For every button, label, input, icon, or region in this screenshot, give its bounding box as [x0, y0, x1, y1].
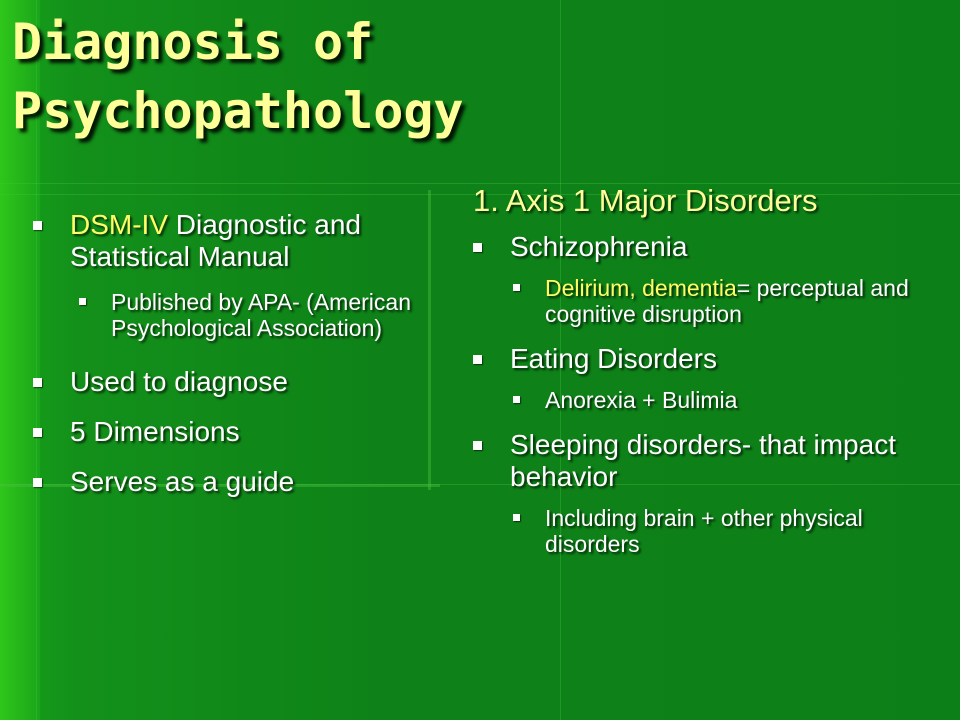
- left-column: [33, 209, 413, 498]
- bullet-icon: [33, 378, 42, 387]
- title-line-1: Diagnosis of: [12, 13, 374, 71]
- anorexia-text: Anorexia + Bulimia: [545, 387, 738, 413]
- eating-text: Eating Disorders: [510, 343, 717, 374]
- list-item-guide: [33, 466, 413, 498]
- title-line-2: Psychopathology: [12, 82, 464, 140]
- bullet-icon: [513, 396, 520, 403]
- dsm-highlight: DSM-IV: [70, 209, 168, 240]
- published-text: Published by APA- (American Psychological Association): [111, 289, 411, 341]
- sleeping-text: Sleeping disorders- that impact behavior: [510, 429, 896, 492]
- list-subitem-delirium: [513, 275, 913, 327]
- delirium-text: = perceptual and cognitive disruption: [545, 275, 909, 327]
- list-item-eating: [473, 343, 913, 375]
- bullet-icon: [33, 478, 42, 487]
- delirium-highlight: Delirium, dementia: [545, 275, 737, 301]
- slide-title: [12, 8, 464, 146]
- list-subitem-published: [79, 289, 413, 341]
- list-item-used: [33, 366, 413, 398]
- including-text: Including brain + other physical disorders: [545, 505, 863, 557]
- list-item-dimensions: [33, 416, 413, 448]
- bullet-icon: [513, 514, 520, 521]
- guide-text: Serves as a guide: [70, 466, 295, 497]
- schizophrenia-text: Schizophrenia: [510, 231, 688, 262]
- dimensions-text: 5 Dimensions: [70, 416, 240, 447]
- list-subitem-including: [513, 505, 913, 557]
- right-column: [473, 183, 913, 557]
- list-subitem-anorexia: [513, 387, 913, 413]
- list-item-dsm: [33, 209, 413, 273]
- decorative-line: [428, 190, 431, 490]
- list-item-sleeping: [473, 429, 913, 493]
- bullet-icon: [33, 221, 42, 230]
- bullet-icon: [79, 298, 86, 305]
- bullet-icon: [473, 441, 482, 450]
- bullet-icon: [473, 243, 482, 252]
- bullet-icon: [513, 284, 520, 291]
- dsm-text: Diagnostic and Statistical Manual: [70, 209, 362, 272]
- bullet-icon: [33, 428, 42, 437]
- axis-heading: 1. Axis 1 Major Disorders: [473, 183, 818, 218]
- used-text: Used to diagnose: [70, 366, 288, 397]
- bullet-icon: [473, 355, 482, 364]
- list-item-schizophrenia: [473, 231, 913, 263]
